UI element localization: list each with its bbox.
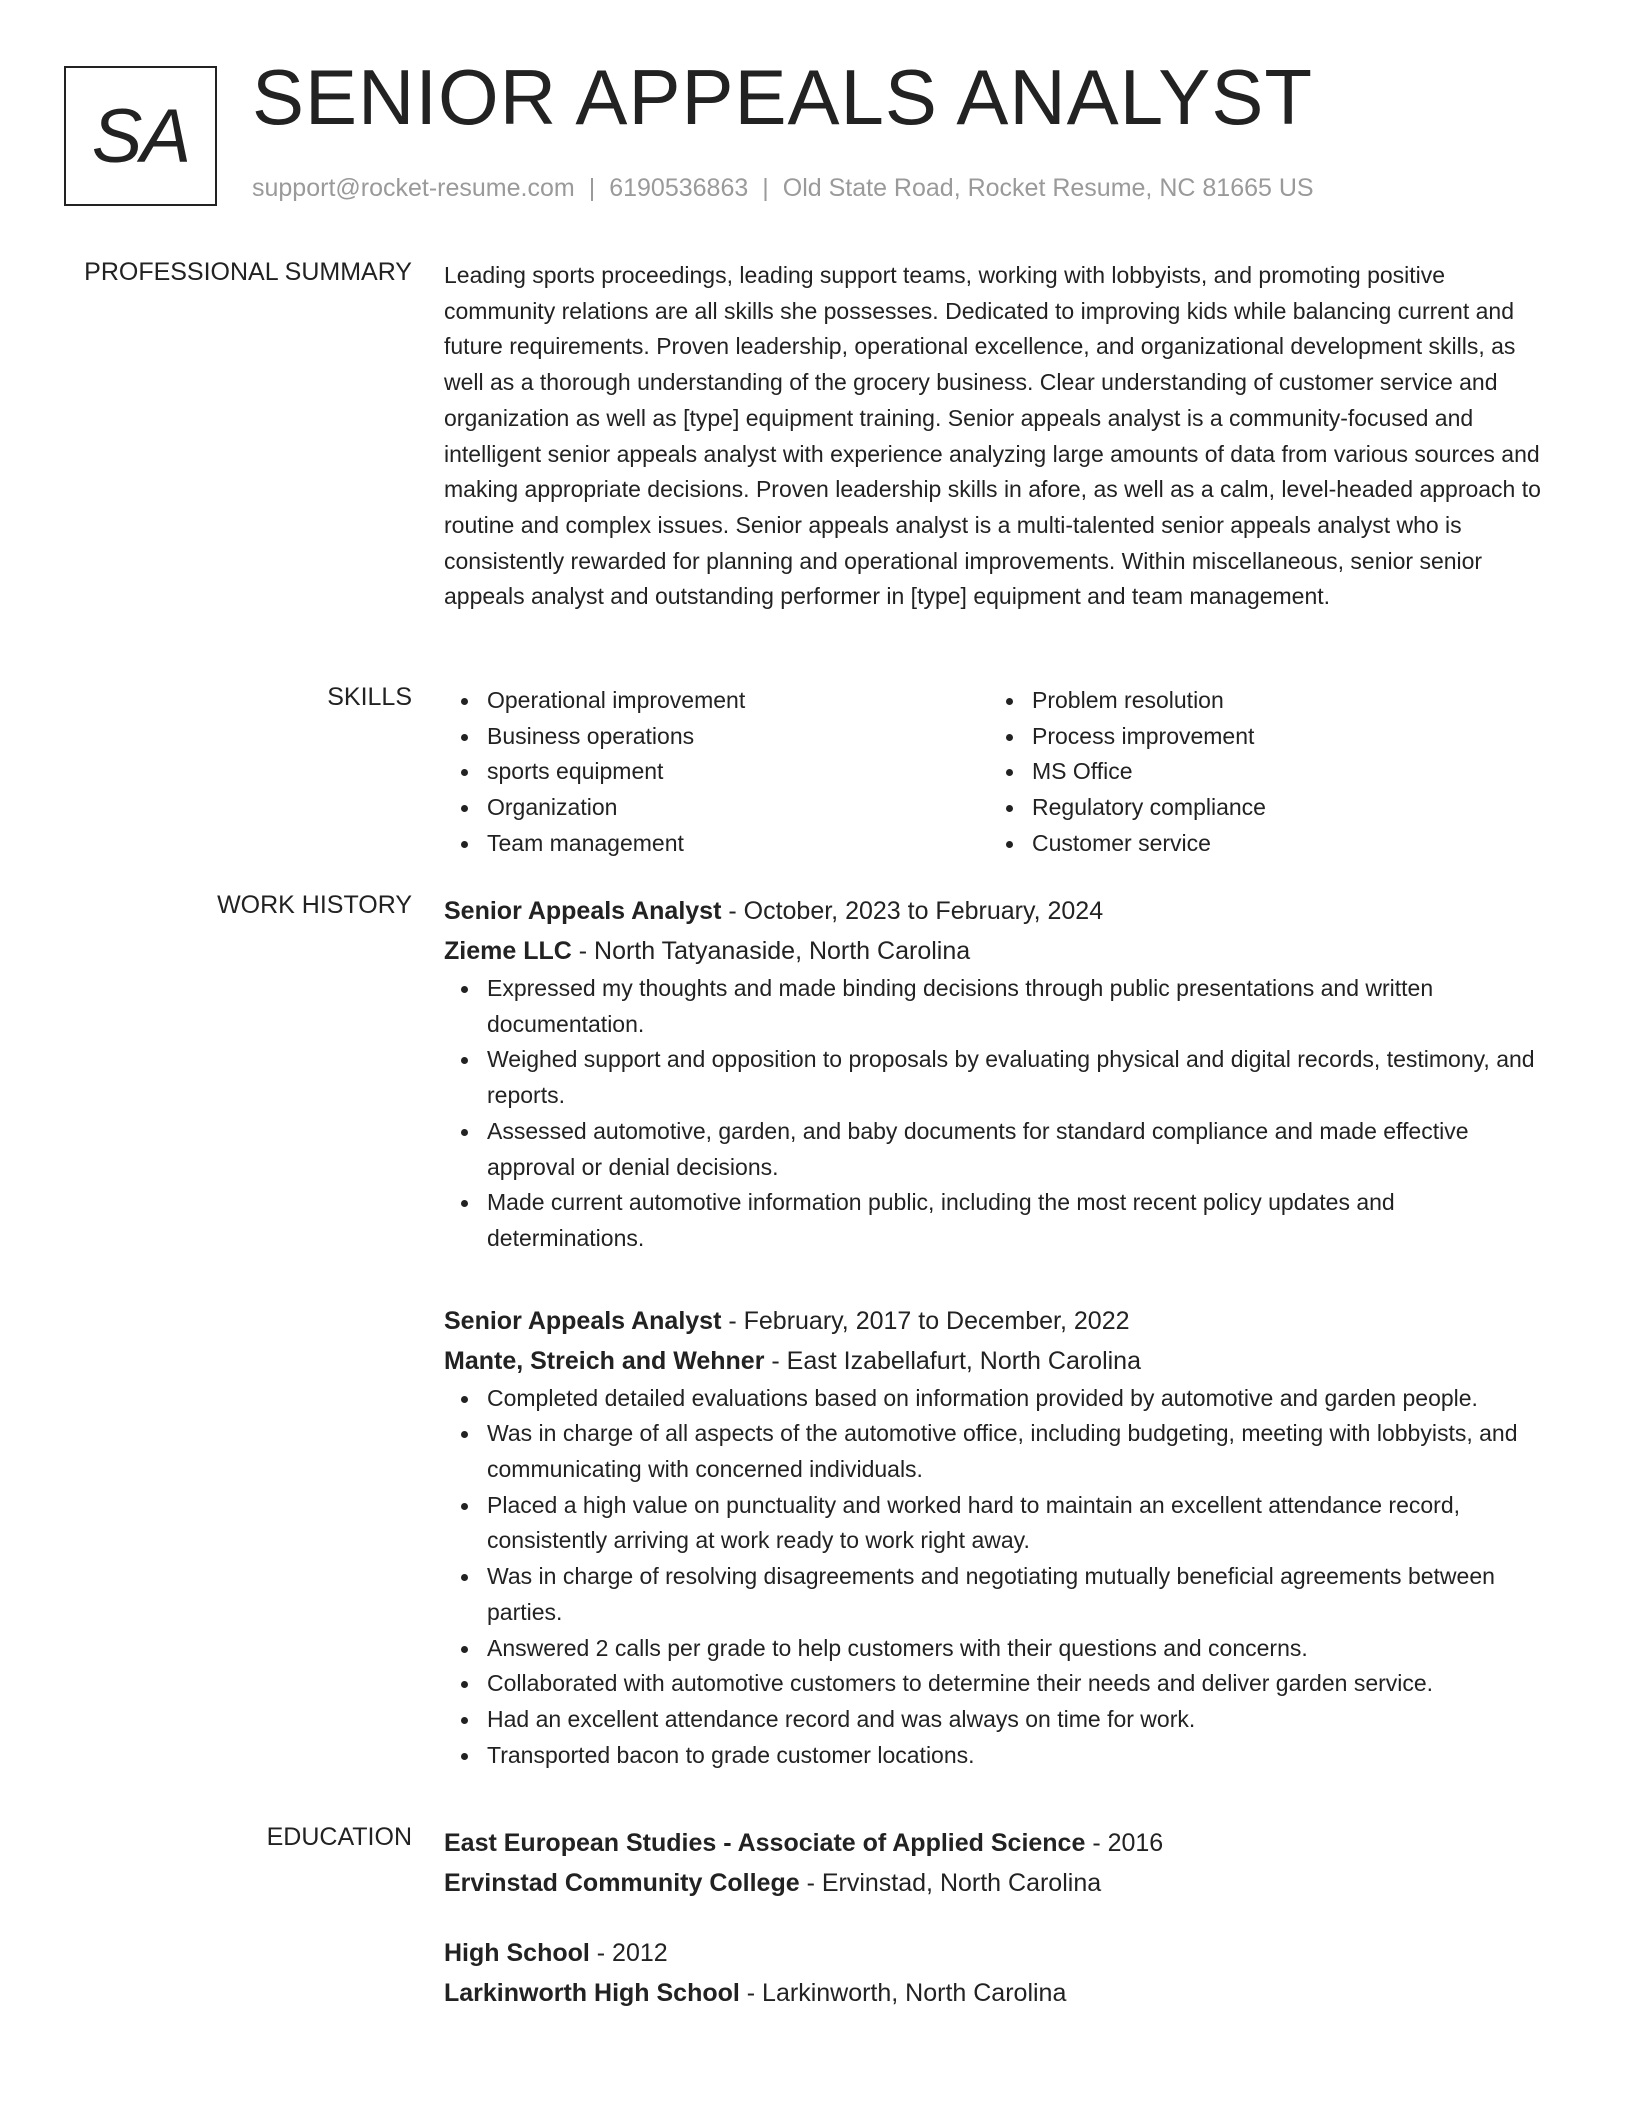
skills-body — [444, 683, 1556, 862]
skill-item: Business operations — [444, 719, 989, 755]
education-school: Larkinworth High School — [444, 1979, 740, 2007]
education-school: Ervinstad Community College — [444, 1869, 800, 1897]
contact-address: Old State Road, Rocket Resume, NC 81665 US — [782, 174, 1314, 202]
skill-item: Process improvement — [989, 719, 1534, 755]
job-dates: - October, 2023 to February, 2024 — [721, 897, 1104, 925]
job-bullet: Answered 2 calls per grade to help customers with their questions and concerns. — [444, 1631, 1556, 1667]
education-location: - Ervinstad, North Carolina — [799, 1869, 1102, 1897]
job-entry — [444, 1301, 1556, 1774]
education-entry — [444, 1933, 1556, 2013]
job-title-line — [444, 1301, 1556, 1341]
contact-separator: | — [762, 174, 769, 202]
work-history-heading: WORK HISTORY — [217, 891, 412, 919]
contact-phone: 6190536863 — [609, 174, 749, 202]
summary-heading: PROFESSIONAL SUMMARY — [84, 258, 412, 286]
skill-item: Customer service — [989, 826, 1534, 862]
job-dates: - February, 2017 to December, 2022 — [721, 1306, 1130, 1335]
skills-list-right — [989, 683, 1534, 862]
job-bullet: Was in charge of all aspects of the automotive office, including budgeting, meeting with lobbyists, and communicating with concerned individuals. — [444, 1416, 1556, 1487]
education-location: - Larkinworth, North Carolina — [739, 1979, 1067, 2007]
job-location: - North Tatyanaside, North Carolina — [571, 937, 971, 965]
job-bullet: Completed detailed evaluations based on information provided by automotive and garden people. — [444, 1381, 1556, 1417]
contact-line — [252, 174, 1314, 203]
education-degree: High School — [444, 1939, 590, 1967]
summary-text: Leading sports proceedings, leading support teams, working with lobbyists, and promoting positive community relations are all skills she possesses. Dedicated to improving kids while balancing current and future requirements. Proven leadership, operational excellence, and organizational development skills, as well as a thorough understanding of the grocery business. Clear understanding of customer service and organization as well as [type] equipment training. Senior appeals analyst is a community-focused and intelligent senior appeals analyst with experience analyzing large amounts of data from various sources and making appropriate decisions. Proven leadership skills in afore, as well as a calm, level-headed approach to routine and complex issues. Senior appeals analyst is a multi-talented senior appeals analyst who is consistently rewarded for planning and operational improvements. Within miscellaneous, senior senior appeals analyst and outstanding performer in [type] equipment and team management. — [444, 262, 1541, 610]
monogram-initials: SA — [91, 93, 190, 179]
education-heading: EDUCATION — [266, 1823, 412, 1851]
job-title: Senior Appeals Analyst — [444, 1306, 722, 1335]
job-bullet: Placed a high value on punctuality and worked hard to maintain an excellent attendance record, consistently arriving at work ready to work right away. — [444, 1488, 1556, 1559]
job-bullet: Made current automotive information public, including the most recent policy updates and determinations. — [444, 1185, 1556, 1256]
job-company: Mante, Streich and Wehner — [444, 1346, 765, 1375]
job-bullet: Collaborated with automotive customers to determine their needs and deliver garden service. — [444, 1666, 1556, 1702]
skill-item: Operational improvement — [444, 683, 989, 719]
education-body — [444, 1823, 1556, 2043]
job-title-line — [444, 891, 1556, 931]
job-bullet-list — [444, 1381, 1556, 1774]
job-company: Zieme LLC — [444, 937, 572, 965]
monogram-box — [64, 66, 217, 206]
job-bullet: Assessed automotive, garden, and baby documents for standard compliance and made effective approval or denial decisions. — [444, 1114, 1556, 1185]
job-location: - East Izabellafurt, North Carolina — [764, 1346, 1141, 1375]
skills-list-left — [444, 683, 989, 862]
education-school-line — [444, 1863, 1556, 1903]
skill-item: Team management — [444, 826, 989, 862]
job-bullet-list — [444, 971, 1556, 1257]
skill-item: MS Office — [989, 754, 1534, 790]
resume-header — [0, 0, 1632, 230]
education-degree: East European Studies - Associate of Applied Science — [444, 1829, 1086, 1857]
contact-email: support@rocket-resume.com — [252, 174, 575, 202]
education-year: - 2016 — [1085, 1829, 1164, 1857]
skills-heading: SKILLS — [327, 683, 412, 711]
job-bullet: Expressed my thoughts and made binding decisions through public presentations and written documentation. — [444, 971, 1556, 1042]
education-degree-line — [444, 1933, 1556, 1973]
skill-item: Organization — [444, 790, 989, 826]
contact-separator: | — [588, 174, 596, 202]
work-history-body — [444, 891, 1556, 1817]
job-company-line — [444, 1341, 1556, 1381]
job-bullet: Had an excellent attendance record and was always on time for work. — [444, 1702, 1556, 1738]
skill-item: Problem resolution — [989, 683, 1534, 719]
skill-item: Regulatory compliance — [989, 790, 1534, 826]
education-entry — [444, 1823, 1556, 1903]
job-bullet: Weighed support and opposition to proposals by evaluating physical and digital records, testimony, and reports. — [444, 1042, 1556, 1113]
education-school-line — [444, 1973, 1556, 2013]
skill-item: sports equipment — [444, 754, 989, 790]
summary-body — [444, 258, 1556, 615]
resume-title: SENIOR APPEALS ANALYST — [252, 53, 1313, 141]
job-company-line — [444, 931, 1556, 971]
education-degree-line — [444, 1823, 1556, 1863]
job-bullet: Transported bacon to grade customer locations. — [444, 1738, 1556, 1774]
education-year: - 2012 — [589, 1939, 668, 1967]
job-title: Senior Appeals Analyst — [444, 897, 722, 925]
job-entry — [444, 891, 1556, 1257]
job-bullet: Was in charge of resolving disagreements and negotiating mutually beneficial agreements between parties. — [444, 1559, 1556, 1630]
